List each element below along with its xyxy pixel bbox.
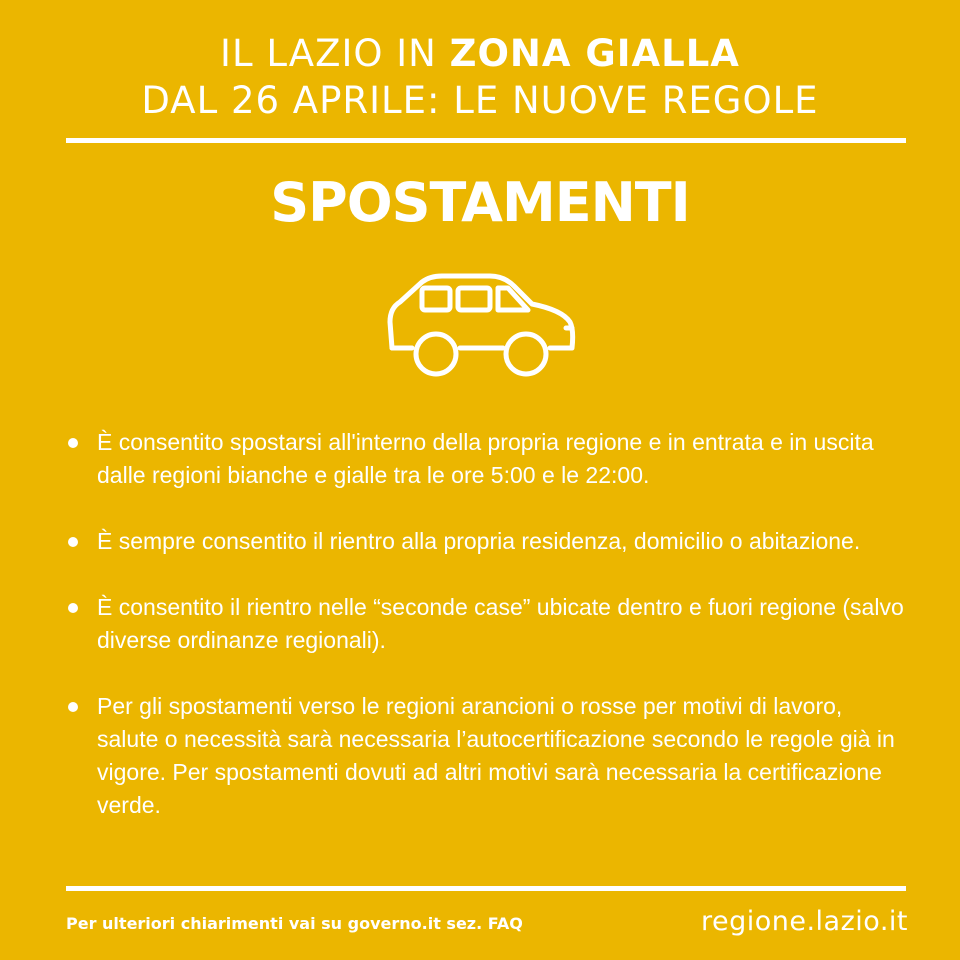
top-divider xyxy=(66,138,906,143)
rule-text: Per gli spostamenti verso le regioni arancioni o rosse per motivi di lavoro, salute o necessità sarà necessaria l’autocertificazione secondo le regole già in vigore. Per spostamenti dovuti ad altri motivi sarà necessaria la certificazione verde. xyxy=(97,693,895,818)
title-highlight: ZONA GIALLA xyxy=(449,32,740,75)
title-line-2: DAL 26 APRILE: LE NUOVE REGOLE xyxy=(141,79,819,122)
section-title: SPOSTAMENTI xyxy=(270,171,690,234)
car-icon xyxy=(380,270,580,380)
title-prefix: IL LAZIO IN xyxy=(220,32,450,75)
bullet-dot-icon xyxy=(68,537,78,547)
title-line-1 xyxy=(0,30,960,77)
rule-text: È sempre consentito il rientro alla propria residenza, domicilio o abitazione. xyxy=(97,528,861,554)
bullet-dot-icon xyxy=(68,603,78,613)
list-item xyxy=(66,591,906,657)
footer-note: Per ulteriori chiarimenti vai su governo.it sez. FAQ xyxy=(66,914,523,933)
rule-text: È consentito spostarsi all'interno della propria regione e in entrata e in uscita dalle regioni bianche e gialle tra le ore 5:00 e le 22:00. xyxy=(97,429,874,488)
rule-text: È consentito il rientro nelle “seconde case” ubicate dentro e fuori regione (salvo diverse ordinanze regionali). xyxy=(97,594,904,653)
rules-list xyxy=(66,426,906,855)
list-item xyxy=(66,426,906,492)
list-item xyxy=(66,525,906,558)
bullet-dot-icon xyxy=(68,702,78,712)
footer-site-link[interactable]: regione.lazio.it xyxy=(700,906,908,937)
bottom-divider xyxy=(66,886,906,891)
page-title xyxy=(0,30,960,124)
bullet-dot-icon xyxy=(68,438,78,448)
list-item xyxy=(66,690,906,822)
